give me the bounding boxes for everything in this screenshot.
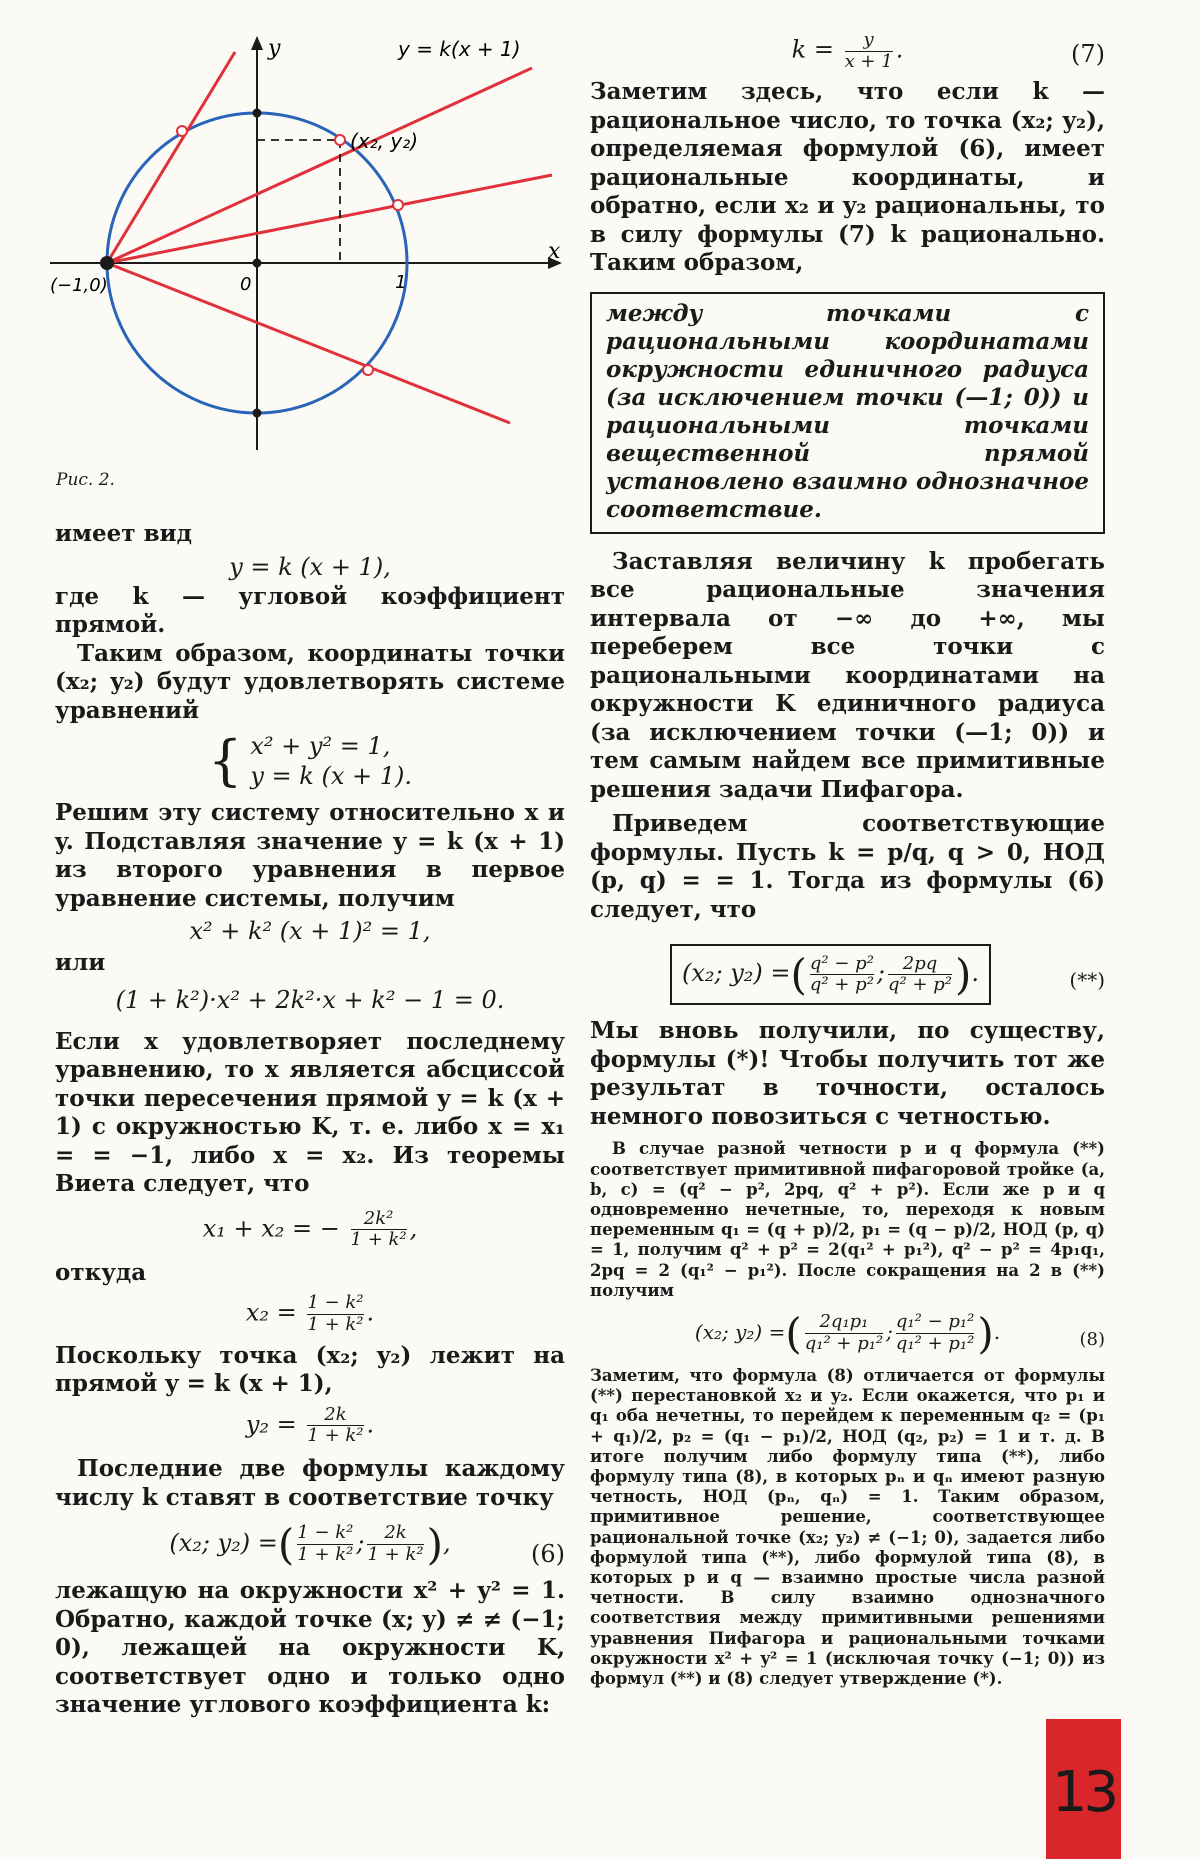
formula-double-star <box>590 944 1105 1005</box>
x-axis-label: x <box>548 239 561 264</box>
right-p5: В случае разной четности p и q формула (**) соответствует примитивной пифагоровой тройке (a, b, c) = (q² − p², 2pq, q² + p²). Если же p и q одновременно нечетные, то, переходя к новым переменным q₁ = (q + p)/2, p₁ = (q − p)/2, НОД (p, q) = 1, получим q² + p² = 2(q₁² + p₁²), q² − p² = 4p₁q₁, 2pq = 2 (q₁² − p₁²). После сокращения на 2 в (**) получим <box>590 1139 1105 1300</box>
y-axis-label: y <box>268 36 281 61</box>
eq-y2-num: 2k <box>324 1403 347 1425</box>
eq-formula-7-den: x + 1 <box>844 50 893 72</box>
eq-formula-8-frac-1 <box>805 1312 883 1354</box>
brace-icon: { <box>208 729 243 792</box>
left-p6: Если x удовлетворяет последнему уравнению, то x является абсциссой точки пересечения прямой y = k (x + 1) с окружностью K, т. е. либо x = x₁ = = −1, либо x = x₂. Из теоремы Виета следует, что <box>55 1027 565 1197</box>
system-eq-1: x² + y² = 1, <box>250 732 391 760</box>
left-point-label: (−1,0) <box>50 275 108 296</box>
left-column <box>55 520 565 1720</box>
eq-vieta-den: 1 + k² <box>350 1229 407 1251</box>
eq-formula-8-n1: 2q₁p₁ <box>819 1311 869 1333</box>
eq-y2 <box>55 1405 565 1447</box>
left-p4: Решим эту систему относительно x и y. Подставляя значение y = k (x + 1) из второго уравнения в первое уравнение системы, получим <box>55 799 565 912</box>
eq-formula-8-tag: (8) <box>1079 1329 1105 1350</box>
eq-x2-lhs: x₂ = <box>245 1299 297 1328</box>
secant-line-2 <box>107 68 532 263</box>
left-p5: или <box>55 949 106 976</box>
eq-y2-fraction <box>307 1405 363 1447</box>
formula-double-star-n1: q² − p² <box>809 952 874 974</box>
intersection-point-3 <box>393 200 403 210</box>
eq-vieta-end: , <box>409 1214 418 1243</box>
eq-x2-den: 1 + k² <box>307 1314 364 1336</box>
intersection-point-1 <box>177 126 187 136</box>
formula-double-star-lhs: (x₂; y₂) = <box>682 959 791 988</box>
eq-y2-end: . <box>366 1410 375 1439</box>
eq-formula-6-d1: 1 + k² <box>297 1544 354 1566</box>
figure-unit-circle <box>0 0 580 470</box>
left-p7: откуда <box>55 1258 147 1286</box>
formula-double-star-d1: q² + p² <box>809 974 874 996</box>
eq-formula-8-n2: q₁² − p₁² <box>895 1311 975 1333</box>
eq-x2-num: 1 − k² <box>307 1292 364 1314</box>
right-p3: Приведем соответствующие формулы. Пусть k = p/q, q > 0, НОД (p, q) = = 1. Тогда из формулы (6) следует, что <box>590 810 1105 923</box>
system-eq-2: y = k (x + 1). <box>250 762 412 790</box>
eq-substituted: x² + k² (x + 1)² = 1, <box>189 917 431 945</box>
eq-formula-6-d2: 1 + k² <box>367 1544 424 1566</box>
right-p6: Заметим, что формула (8) отличается от формулы (**) перестановкой x₂ и y₂. Если окажется, что p₁ и q₁ оба нечетны, то перейдем к переменным q₂ = (p₁ + q₁)/2, p₂ = (q₁ − p₁)/2, НОД (q₂, p₂) = 1 и т. д. В итоге получим либо формулу типа (**), либо формулу типа (8), в которых pₙ и qₙ имеют разную четность, НОД (pₙ, qₙ) = 1. Таким образом, примитивное решение, соответствующее рациональной точке (x₂; y₂) ≠ (−1; 0), задается либо формулой типа (**), либо формулой типа (8), в которых p и q — взаимно простые числа разной четности. В силу взаимно однозначного соответствия между примитивными решениями уравнения Пифагора и рациональными точками окружности x² + y² = 1 (исключая точку (−1; 0)) из формул (**) и (8) следует утверждение (*). <box>590 1366 1105 1689</box>
eq-formula-7 <box>590 30 1105 72</box>
page-number: 13 <box>1051 1760 1116 1825</box>
left-p1: имеет вид <box>55 520 192 547</box>
secant-line-3 <box>107 175 552 263</box>
figure-caption: Рис. 2. <box>56 470 115 490</box>
eq-formula-8-d1: q₁² + p₁² <box>804 1333 884 1354</box>
right-p2: Заставляя величину k пробегать все рациональные значения интервала от −∞ до +∞, мы переберем все точки с рациональными координатами на окружности K единичного радиуса (за исключением точки (—1; 0)) и тем самым найдем все примитивные решения задачи Пифагора. <box>590 547 1105 803</box>
eq-vieta-fraction <box>351 1209 407 1251</box>
intersection-point-4 <box>363 365 373 375</box>
eq-vieta-lhs: x₁ + x₂ = − <box>202 1214 340 1243</box>
eq-formula-7-fraction <box>845 30 893 72</box>
highlighted-statement-box: между точками с рациональными координатами окружности единичного радиуса (за исключением точки (—1; 0)) и рациональными точками вещественной прямой установлено взаимно однозначное соответствие. <box>590 292 1105 534</box>
eq-formula-7-num: y <box>863 29 874 50</box>
right-p1: Заметим здесь, что если k — рациональное число, то точка (x₂; y₂), определяемая формулой (6), имеет рациональные координаты, и обратно, если x₂ и y₂ рациональны, то в силу формулы (7) k рационально. Таким образом, <box>590 78 1105 277</box>
system-of-equations <box>55 731 565 791</box>
left-p2: где k — угловой коэффициент прямой. <box>55 582 565 638</box>
origin-point <box>253 259 262 268</box>
formula-double-star-frac-1 <box>810 954 874 996</box>
left-p10: лежащую на окружности x² + y² = 1. Обратно, каждой точке (x; y) ≠ ≠ (−1; 0), лежащей на окружности K, соответствует одно и только одно значение углового коэффициента k: <box>55 1577 565 1719</box>
bottom-circle-point <box>253 409 262 418</box>
left-p9: Последние две формулы каждому числу k ставят в соответствие точку <box>55 1455 565 1511</box>
eq-formula-8-lhs: (x₂; y₂) = <box>694 1320 786 1344</box>
secant-line-4 <box>107 263 510 423</box>
eq-x2-fraction <box>307 1293 363 1335</box>
formula-double-star-d2: q² + p² <box>888 974 953 996</box>
one-label: 1 <box>395 272 407 293</box>
left-p3: Таким образом, координаты точки (x₂; y₂) будут удовлетворять системе уравнений <box>55 639 565 724</box>
eq-formula-6-tag: (6) <box>531 1540 565 1569</box>
eq-formula-7-tag: (7) <box>1071 40 1105 68</box>
eq-vieta <box>55 1209 565 1251</box>
formula-double-star-tag: (**) <box>1069 968 1105 993</box>
top-circle-point <box>253 109 262 118</box>
eq-formula-8-frac-2 <box>896 1312 974 1354</box>
eq-y2-den: 1 + k² <box>307 1425 364 1447</box>
eq-formula-6-n1: 1 − k² <box>297 1522 354 1544</box>
eq-y2-lhs: y₂ = <box>245 1410 297 1439</box>
eq-formula-7-lhs: k = <box>791 35 834 64</box>
eq-formula-8-d2: q₁² + p₁² <box>895 1333 975 1354</box>
secant-line-1 <box>107 52 235 263</box>
eq-formula-6-n2: 2k <box>384 1522 407 1544</box>
eq-x2-end: . <box>366 1299 375 1328</box>
right-column <box>590 30 1105 1689</box>
left-p8: Поскольку точка (x₂; y₂) лежит на прямой y = k (x + 1), <box>55 1341 565 1398</box>
intersection-point-x2y2 <box>335 135 345 145</box>
line-equation-label: y = k(x + 1) <box>398 37 521 61</box>
right-p4: Мы вновь получили, по существу, формулы (*)! Чтобы получить тот же результат в точности, осталось немного повозиться с четностью. <box>590 1017 1105 1130</box>
eq-formula-7-end: . <box>895 35 904 64</box>
eq-vieta-num: 2k² <box>363 1207 394 1229</box>
eq-formula-8: (x₂; y₂) =( $\frac{\text{2q₁p₁}}{\text{q₁² + p₁²}}$ ; $\frac{\text{q₁² − p₁²}}{\text{q₁² + p₁²}}$ ). (8) <box>694 1309 1105 1358</box>
y-axis-arrow <box>251 36 263 50</box>
eq-quadratic: (1 + k²)·x² + 2k²·x + k² − 1 = 0. <box>115 985 505 1014</box>
point-x2y2-label: (x₂, y₂) <box>350 129 419 153</box>
eq-formula-6-frac-1 <box>297 1523 353 1565</box>
eq-formula-6-lhs: (x₂; y₂) = <box>169 1529 278 1558</box>
eq-formula-6: (x₂; y₂) =( $\frac{\text{1 − k²}}{\text{1 + k²}}$ ; $\frac{2k}{\text{1 + k²}}$ ), (6) <box>169 1520 565 1570</box>
formula-double-star-box: (x₂; y₂) =( $\frac{\text{q² − p²}}{\text{q² + p²}}$ ; $\frac{2pq}{\text{q² + p²}}$ ). <box>670 944 991 1005</box>
eq-formula-6-frac-2 <box>367 1523 423 1565</box>
point-minus-one <box>100 256 114 270</box>
eq-x2 <box>55 1293 565 1335</box>
origin-label: 0 <box>240 274 252 295</box>
eq-line: y = k (x + 1), <box>229 552 391 581</box>
formula-double-star-frac-2 <box>888 954 952 996</box>
formula-double-star-n2: 2pq <box>902 952 938 974</box>
